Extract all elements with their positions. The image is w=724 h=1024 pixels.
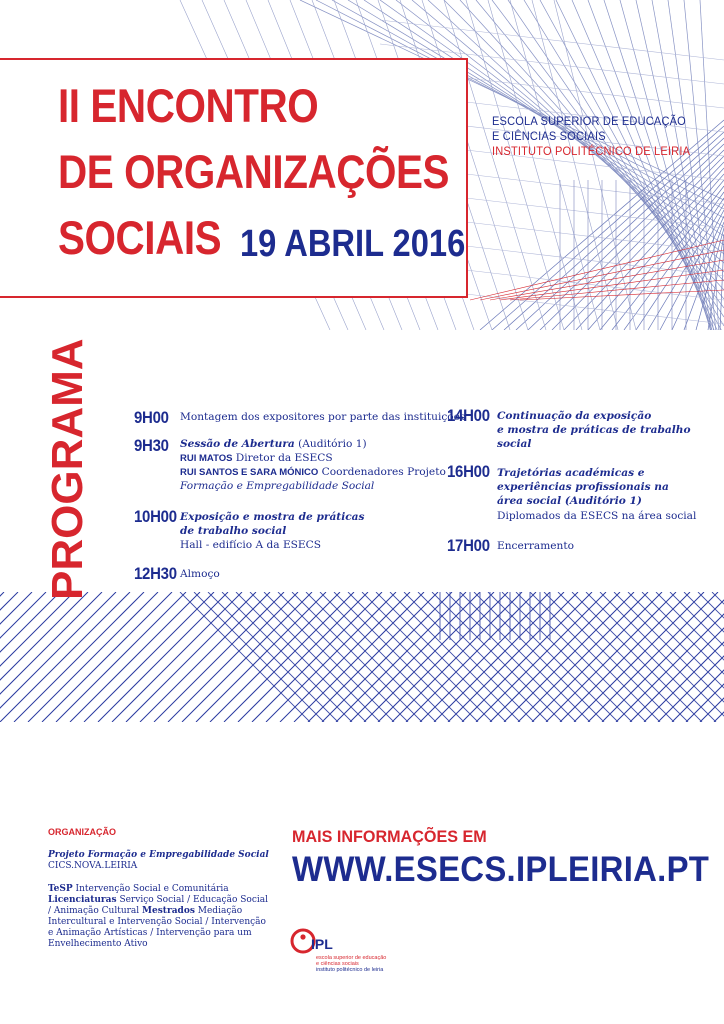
item-9h30-title	[180, 438, 367, 451]
item-16h00-detail: Diplomados da ESECS na área social	[497, 510, 697, 522]
time-10h00: 10H00	[134, 507, 177, 526]
project-name: Formação e Empregabilidade Social	[180, 480, 375, 492]
org-mest-line4: Envelhecimento Ativo	[48, 939, 148, 949]
speaker2-role: Coordenadores Projeto	[318, 466, 446, 478]
exhibition-title-line1: Exposição e mostra de práticas	[180, 511, 365, 523]
time-14h00: 14H00	[447, 406, 490, 425]
item-14h00-title3	[497, 438, 531, 451]
item-9h30-project	[180, 480, 374, 493]
item-9h00-desc: Montagem dos expositores por parte das instituições	[180, 411, 466, 423]
time-9h30: 9H30	[134, 436, 169, 455]
org-mestrados	[48, 906, 242, 918]
school-line1: ESCOLA SUPERIOR DE EDUCAÇÃO	[492, 114, 686, 128]
logo-line1: escola superior de educação	[316, 955, 387, 961]
tesp-label: TeSP	[48, 884, 73, 894]
event-title-line2: DE ORGANIZAÇÕES	[58, 145, 450, 198]
speaker1-name: RUI MATOS	[180, 453, 233, 464]
school-line2: E CIÊNCIAS SOCIAIS	[492, 129, 606, 143]
program-label-text: PROGRAMA	[43, 338, 92, 600]
lic-text2: / Animação Cultural	[48, 906, 143, 916]
item-16h00-title3	[497, 495, 642, 508]
title-box	[0, 58, 468, 298]
organization-label: ORGANIZAÇÃO	[48, 827, 116, 837]
item-10h00-title2	[180, 525, 286, 538]
trajectories-line2: experiências profissionais na	[497, 481, 669, 493]
time-17h00: 17H00	[447, 536, 490, 555]
exhibition-title-line2: de trabalho social	[180, 525, 287, 537]
org-mest-line3: e Animação Artísticas / Intervenção para um	[48, 928, 252, 938]
continuation-line3: social	[497, 438, 532, 450]
item-12h30-desc: Almoço	[180, 568, 220, 580]
item-9h30-speaker2	[180, 466, 446, 479]
session-title: Sessão de Abertura	[180, 438, 295, 450]
continuation-line2: e mostra de práticas de trabalho	[497, 424, 691, 436]
speaker1-role: Diretor da ESECS	[232, 452, 333, 464]
session-room: (Auditório 1)	[294, 438, 367, 450]
event-title-line1: II ENCONTRO	[58, 79, 319, 132]
item-16h00-title1	[497, 467, 644, 480]
item-9h30-speaker1	[180, 452, 333, 465]
website-link[interactable]: WWW.ESECS.IPLEIRIA.PT	[292, 850, 710, 889]
continuation-line1: Continuação da exposição	[497, 410, 652, 422]
logo-line3: instituto politécnico de leiria	[316, 967, 384, 973]
trajectories-line3: área social (Auditório 1)	[497, 495, 642, 507]
item-16h00-title2	[497, 481, 669, 494]
school-line3: INSTITUTO POLITÉCNICO DE LEIRIA	[492, 144, 691, 158]
item-14h00-title1	[497, 410, 651, 423]
org-mest-line2: Intercultural e Intervenção Social / Intervenção	[48, 917, 266, 927]
lic-label: Licenciaturas	[48, 895, 117, 905]
event-title-line3: SOCIAIS	[58, 211, 222, 264]
mest-text: Mediação	[194, 906, 243, 916]
time-16h00: 16H00	[447, 462, 490, 481]
item-10h00-title1	[180, 511, 365, 524]
org-tesp	[48, 884, 229, 896]
program-label	[43, 338, 94, 600]
org-project-name: Projeto Formação e Empregabilidade Social	[48, 850, 269, 860]
time-12h30: 12H30	[134, 564, 177, 583]
more-info-label: MAIS INFORMAÇÕES EM	[292, 827, 487, 846]
org-project	[48, 850, 269, 862]
mest-label: Mestrados	[142, 906, 195, 916]
item-10h00-place: Hall - edifício A da ESECS	[180, 539, 322, 551]
time-9h00: 9H00	[134, 408, 169, 427]
org-licenciaturas	[48, 895, 268, 907]
org-cics: CICS.NOVA.LEIRIA	[48, 861, 138, 871]
item-14h00-title2	[497, 424, 691, 437]
speaker2-name: RUI SANTOS E SARA MÓNICO	[180, 467, 319, 478]
tesp-text: Intervenção Social e Comunitária	[72, 884, 229, 894]
logo-acronym: IPL	[311, 936, 333, 952]
school-name	[492, 114, 707, 159]
trajectories-line1: Trajetórias académicas e	[497, 467, 645, 479]
item-17h00-desc: Encerramento	[497, 540, 574, 552]
event-date: 19 ABRIL 2016	[240, 223, 466, 265]
lic-text: Serviço Social / Educação Social	[116, 895, 268, 905]
logo-line2: e ciências sociais	[316, 961, 359, 967]
